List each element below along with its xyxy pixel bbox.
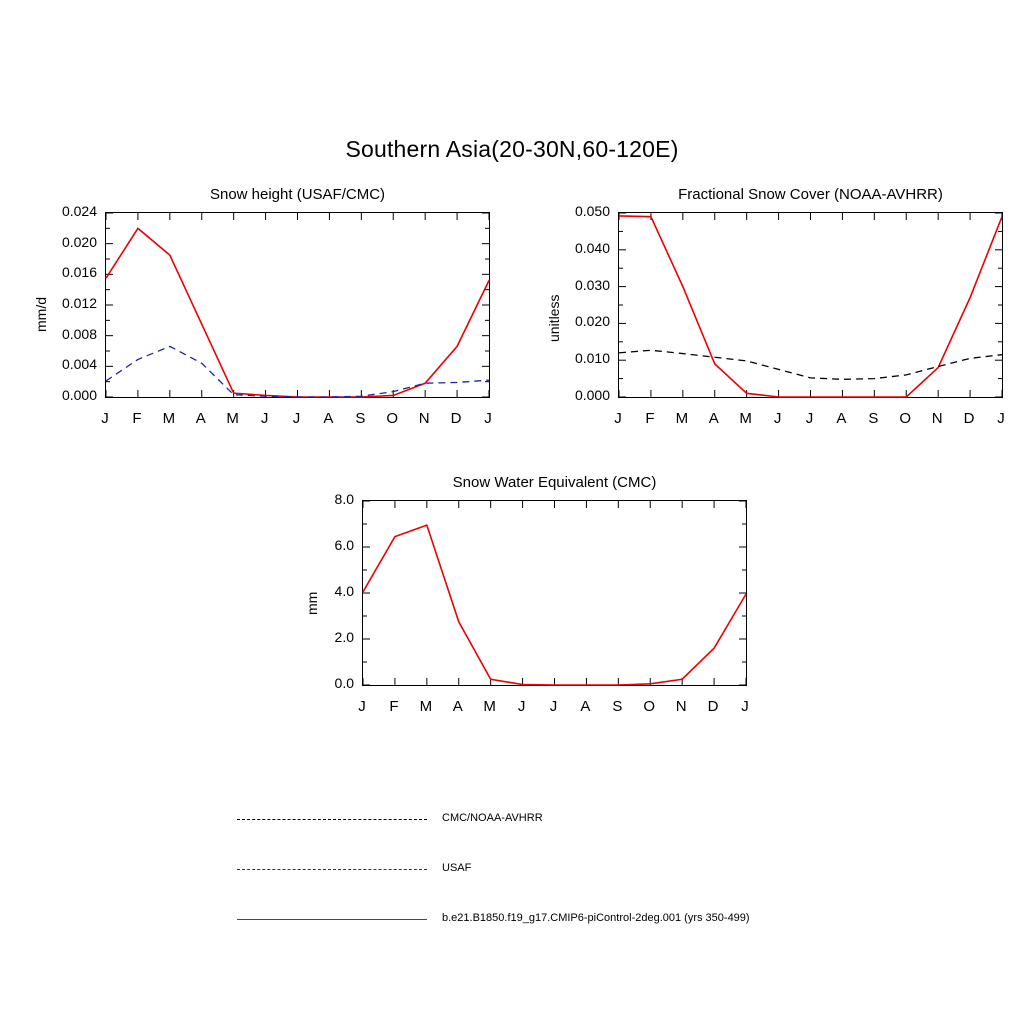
y-axis-label-snow-height: mm/d: [33, 297, 49, 332]
x-tick-label: M: [675, 410, 689, 427]
x-tick-label: D: [707, 698, 719, 715]
y-tick-label: 0.0: [334, 675, 354, 691]
x-tick-label: J: [805, 410, 814, 427]
plot-lines-2: [363, 501, 746, 685]
x-tick-label: A: [452, 698, 463, 715]
legend-item-usaf: [237, 860, 857, 880]
x-tick-label: N: [418, 410, 430, 427]
x-tick-label: F: [132, 410, 142, 427]
panel-title-snow-height: Snow height (USAF/CMC): [209, 186, 386, 203]
x-tick-label: A: [708, 410, 719, 427]
x-tick-label: F: [389, 698, 399, 715]
y-tick-label: 0.000: [61, 387, 97, 403]
series-line: [106, 228, 489, 397]
x-tick-label: O: [386, 410, 399, 427]
y-tick-label: 0.016: [61, 264, 97, 281]
panel-snow-height: [33, 186, 492, 427]
x-tick-label: D: [450, 410, 462, 427]
series-line: [363, 525, 746, 685]
x-tick-label: A: [836, 410, 847, 427]
x-tick-label: M: [162, 410, 176, 427]
x-tick-label: J: [101, 410, 109, 427]
y-tick-label: 0.000: [574, 387, 610, 403]
panel-snow-water-equivalent: [304, 474, 749, 715]
x-tick-label: S: [612, 698, 623, 715]
x-tick-label: J: [292, 410, 301, 427]
x-tick-label: O: [643, 698, 656, 715]
x-tick-label: S: [868, 410, 879, 427]
x-tick-label: J: [484, 410, 492, 427]
legend-label-model: b.e21.B1850.f19_g17.CMIP6-piControl-2deg.001 (yrs 350-499): [442, 912, 750, 924]
panel-title-snow-water-equivalent: Snow Water Equivalent (CMC): [452, 474, 657, 491]
x-tick-label: D: [963, 410, 975, 427]
x-tick-label: M: [419, 698, 433, 715]
panel-fractional-snow-cover: [546, 186, 1005, 427]
legend: [237, 810, 857, 930]
y-tick-label: 0.020: [574, 313, 610, 330]
y-tick-label: 0.004: [61, 356, 97, 373]
x-tick-label: J: [549, 698, 558, 715]
x-tick-label: J: [358, 698, 366, 715]
legend-label-cmc-noaa-avhrr: CMC/NOAA-AVHRR: [442, 812, 543, 824]
y-tick-label: 0.030: [574, 276, 610, 293]
y-axis-label-fractional-snow-cover: unitless: [546, 294, 562, 342]
panel-title-fractional-snow-cover: Fractional Snow Cover (NOAA-AVHRR): [678, 186, 943, 203]
y-tick-label: 0.020: [61, 233, 97, 250]
y-tick-label: 0.024: [61, 203, 97, 219]
y-tick-label: 0.050: [574, 203, 610, 219]
plot-lines-0: [106, 213, 489, 397]
x-tick-label: J: [614, 410, 622, 427]
legend-line-cmc-noaa-avhrr: [237, 819, 427, 820]
legend-item-cmc-noaa-avhrr: [237, 810, 857, 830]
page-title: Southern Asia(20-30N,60-120E): [345, 136, 679, 162]
plot-area-fractional-snow-cover: [618, 212, 1003, 398]
x-tick-label: J: [517, 698, 526, 715]
x-tick-label: M: [483, 698, 496, 715]
x-tick-label: A: [323, 410, 334, 427]
legend-line-usaf: [237, 869, 427, 870]
x-tick-label: A: [195, 410, 206, 427]
x-tick-label: A: [580, 698, 591, 715]
legend-label-usaf: USAF: [442, 862, 472, 874]
x-tick-label: O: [899, 410, 912, 427]
x-tick-label: J: [773, 410, 782, 427]
plot-lines-1: [619, 213, 1002, 397]
plot-area-snow-water-equivalent: [362, 500, 747, 686]
x-tick-label: M: [226, 410, 239, 427]
legend-item-model: [237, 910, 857, 930]
y-tick-label: 4.0: [334, 583, 354, 599]
y-tick-label: 0.010: [574, 350, 610, 367]
x-tick-label: N: [931, 410, 943, 427]
x-tick-label: N: [675, 698, 687, 715]
legend-line-model: [237, 919, 427, 920]
y-tick-label: 0.040: [574, 239, 610, 256]
x-tick-label: J: [741, 698, 749, 715]
y-tick-label: 0.008: [61, 325, 97, 342]
x-tick-label: J: [260, 410, 269, 427]
x-tick-label: M: [739, 410, 752, 427]
series-line: [619, 216, 1002, 397]
y-tick-label: 0.012: [61, 295, 97, 311]
y-tick-label: 2.0: [334, 629, 354, 645]
x-tick-label: F: [645, 410, 655, 427]
x-tick-label: J: [997, 410, 1005, 427]
y-tick-label: 6.0: [334, 537, 354, 553]
x-tick-label: S: [355, 410, 366, 427]
y-axis-label-snow-water-equivalent: mm: [304, 591, 320, 615]
series-line: [106, 346, 489, 397]
plot-area-snow-height: [105, 212, 490, 398]
y-tick-label: 8.0: [334, 491, 354, 507]
